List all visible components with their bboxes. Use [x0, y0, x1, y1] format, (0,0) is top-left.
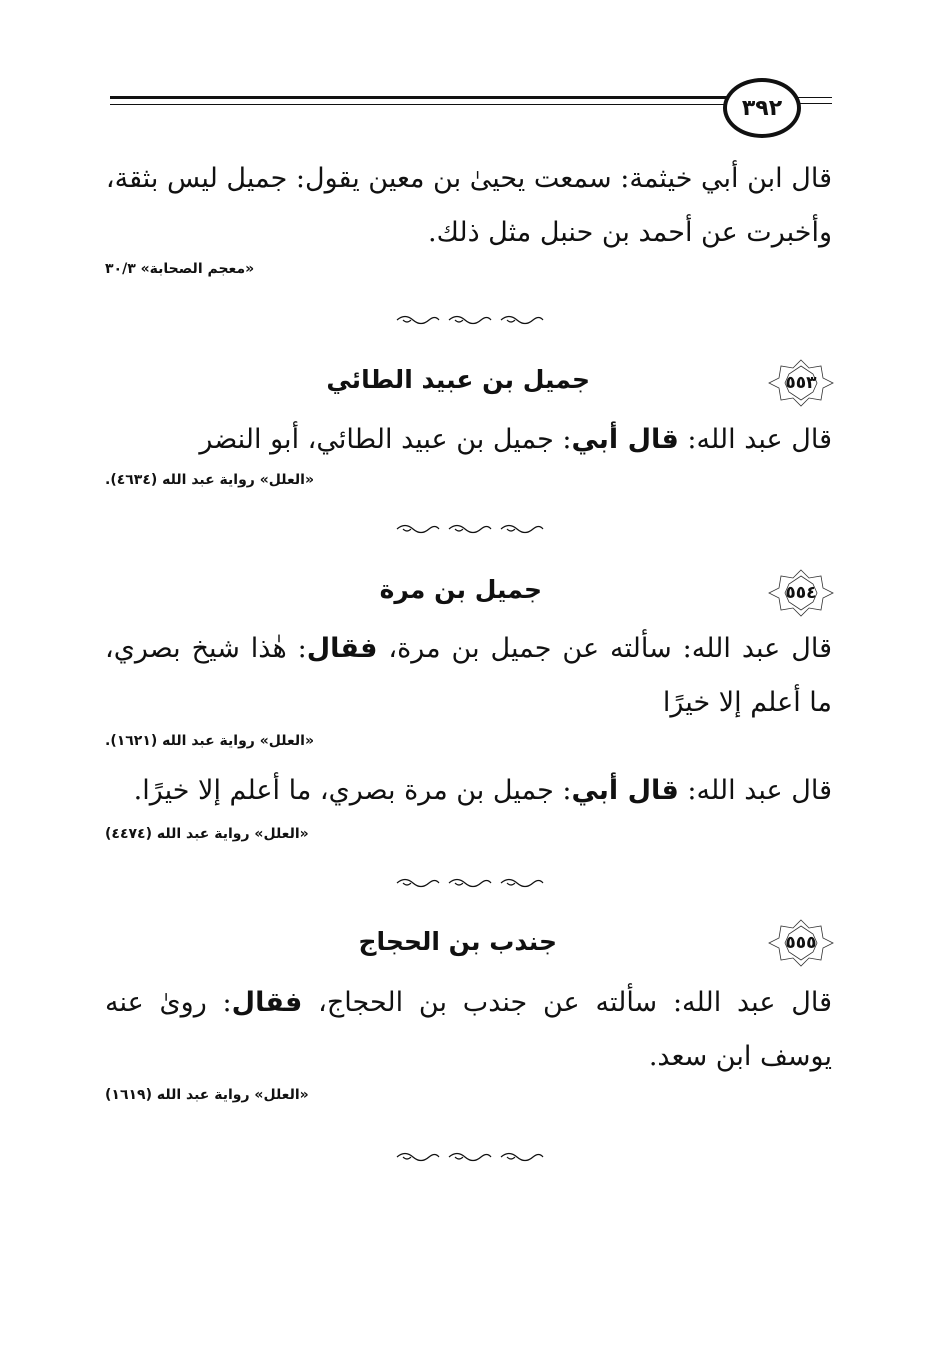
header-rule-bottom [110, 104, 735, 105]
floral-divider-icon [367, 313, 567, 327]
entry-553-title: جميل بن عبيد الطائي [326, 365, 590, 394]
header-rule-top [110, 96, 735, 99]
entry-553-p1-bold: قال أبي [571, 424, 679, 455]
entry-555-p1-post: : روىٰ عنه يوسف ابن سعد. [105, 987, 832, 1072]
floral-divider-icon [367, 1150, 567, 1164]
entry-553-source: «العلل» رواية عبد الله (٤٦٣٤). [105, 472, 314, 488]
entry-554-p2-bold: قال أبي [571, 775, 679, 806]
floral-divider-icon [367, 876, 567, 890]
entry-554-p1-post: : هٰذا شيخ بصري، ما أعلم إلا خيرًا [105, 633, 832, 718]
entry-554-source-2: «العلل» رواية عبد الله (٤٤٧٤) [105, 826, 309, 842]
entry-555-p1-bold: فقال [231, 987, 303, 1018]
entry-554-title: جميل بن مرة [379, 575, 542, 604]
entry-553-p1-pre: قال عبد الله: [678, 424, 832, 455]
floral-divider-icon [367, 522, 567, 536]
intro-line-2: وأخبرت عن أحمد بن حنبل مثل ذلك. [428, 217, 832, 248]
entry-553-badge [765, 358, 837, 408]
entry-554-paragraph-2 [105, 764, 832, 818]
entry-554-source-1: «العلل» رواية عبد الله (١٦٢١). [105, 733, 314, 749]
intro-paragraph [105, 152, 832, 260]
entry-553-number: ٥٥٣ [785, 373, 817, 393]
entry-554-p2-post: : جميل بن مرة بصري، ما أعلم إلا خيرًا. [133, 775, 572, 806]
entry-554-p2-pre: قال عبد الله: [678, 775, 832, 806]
entry-554-badge [765, 568, 837, 618]
entry-554-number: ٥٥٤ [785, 583, 817, 603]
entry-555-title: جندب بن الحجاج [358, 927, 557, 956]
entry-555-paragraph [105, 976, 832, 1084]
entry-553-paragraph [105, 413, 832, 467]
entry-555-p1-pre: قال عبد الله: سألته عن جندب بن الحجاج، [302, 987, 832, 1018]
entry-555-number: ٥٥٥ [785, 933, 817, 953]
entry-555-badge [765, 918, 837, 968]
intro-line-1: قال ابن أبي خيثمة: سمعت يحيىٰ بن معين يقول: جميل ليس بثقة، [105, 163, 832, 194]
entry-554-p1-pre: قال عبد الله: سألته عن جميل بن مرة، [377, 633, 832, 664]
entry-553-p1-post: : جميل بن عبيد الطائي، أبو النضر [199, 424, 572, 455]
page-number: ٣٩٢ [723, 78, 801, 138]
entry-554-p1-bold: فقال [306, 633, 378, 664]
entry-554-paragraph-1 [105, 622, 832, 730]
intro-source: «معجم الصحابة» ٣٠/٣ [105, 261, 255, 277]
entry-555-source: «العلل» رواية عبد الله (١٦١٩) [105, 1087, 309, 1103]
